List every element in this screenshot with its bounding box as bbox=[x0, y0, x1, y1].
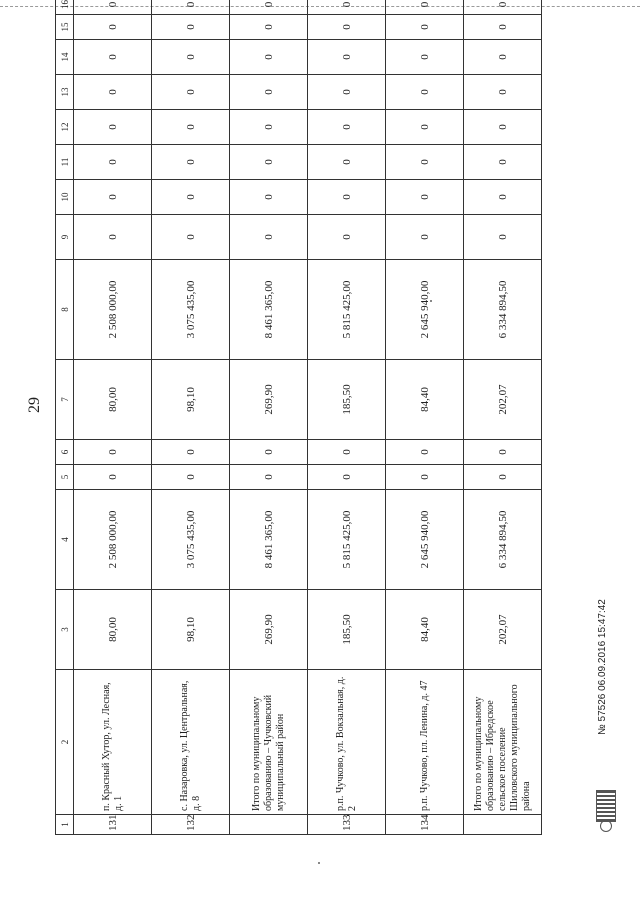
row-number bbox=[464, 815, 542, 835]
value-cell: 0 bbox=[386, 215, 464, 260]
value-cell: 0 bbox=[308, 215, 386, 260]
value-cell: 0 bbox=[152, 15, 230, 40]
scan-speck bbox=[318, 862, 320, 864]
value-cell: 0 bbox=[464, 465, 542, 490]
value-cell: 0 bbox=[464, 40, 542, 75]
value-cell: 5 815 425,00 bbox=[308, 490, 386, 590]
value-cell: 6 334 894,50 bbox=[464, 260, 542, 360]
value-cell: 0 bbox=[230, 75, 308, 110]
address-cell: п. Красный Хутор, ул. Лесная, д. 1 bbox=[74, 670, 152, 815]
value-cell: 6 334 894,50 bbox=[464, 490, 542, 590]
value-cell: 0 bbox=[230, 0, 308, 15]
col-header: 14 bbox=[56, 40, 74, 75]
registration-stamp-text: № 57526 06.09.2016 15:47:42 bbox=[597, 599, 608, 735]
value-cell: 0 bbox=[230, 40, 308, 75]
value-cell: 0 bbox=[464, 440, 542, 465]
value-cell: 3 075 435,00 bbox=[152, 490, 230, 590]
value-cell: 0 bbox=[386, 40, 464, 75]
col-header: 3 bbox=[56, 590, 74, 670]
value-cell: 269,90 bbox=[230, 590, 308, 670]
value-cell: 0 bbox=[152, 75, 230, 110]
value-cell: 0 bbox=[74, 0, 152, 15]
value-cell: 202,07 bbox=[464, 360, 542, 440]
col-header: 2 bbox=[56, 670, 74, 815]
value-cell: 0 bbox=[230, 145, 308, 180]
col-header: 15 bbox=[56, 15, 74, 40]
value-cell: 0 bbox=[152, 465, 230, 490]
table-row bbox=[230, 0, 308, 835]
value-cell: 0 bbox=[230, 180, 308, 215]
row-number: 131 bbox=[74, 815, 152, 835]
value-cell: 0 bbox=[308, 75, 386, 110]
value-cell: 0 bbox=[152, 215, 230, 260]
col-header: 10 bbox=[56, 180, 74, 215]
col-header: 11 bbox=[56, 145, 74, 180]
value-cell: 0 bbox=[464, 180, 542, 215]
value-cell: 84,40 bbox=[386, 590, 464, 670]
value-cell: 202,07 bbox=[464, 590, 542, 670]
value-cell: 0 bbox=[230, 215, 308, 260]
value-cell: 0 bbox=[308, 110, 386, 145]
value-cell: 0 bbox=[386, 15, 464, 40]
value-cell: 0 bbox=[308, 145, 386, 180]
col-header: 4 bbox=[56, 490, 74, 590]
value-cell: 0 bbox=[230, 440, 308, 465]
col-header: 5 bbox=[56, 465, 74, 490]
page-number: 29 bbox=[26, 397, 43, 413]
table-row bbox=[152, 0, 230, 835]
value-cell: 0 bbox=[74, 465, 152, 490]
value-cell: 0 bbox=[386, 440, 464, 465]
value-cell: 0 bbox=[386, 145, 464, 180]
value-cell: 269,90 bbox=[230, 360, 308, 440]
value-cell: 0 bbox=[230, 465, 308, 490]
value-cell: 0 bbox=[74, 15, 152, 40]
value-cell: 98,10 bbox=[152, 590, 230, 670]
value-cell: 0 bbox=[74, 440, 152, 465]
value-cell: 80,00 bbox=[74, 360, 152, 440]
col-header: 7 bbox=[56, 360, 74, 440]
value-cell: 2 508 000,00 bbox=[74, 260, 152, 360]
value-cell: 0 bbox=[464, 215, 542, 260]
value-cell: 80,00 bbox=[74, 590, 152, 670]
address-cell: Итого по муниципальному образованию – Чучковский муниципальный район bbox=[230, 670, 308, 815]
value-cell: 0 bbox=[386, 110, 464, 145]
value-cell: 0 bbox=[386, 0, 464, 15]
value-cell: 0 bbox=[464, 15, 542, 40]
row-number: 133 bbox=[308, 815, 386, 835]
value-cell: 8 461 365,00 bbox=[230, 260, 308, 360]
value-cell: 0 bbox=[152, 40, 230, 75]
value-cell: 0 bbox=[74, 110, 152, 145]
value-cell: 0 bbox=[74, 75, 152, 110]
value-cell: 0 bbox=[386, 75, 464, 110]
col-header: 16 bbox=[56, 0, 74, 15]
value-cell: 0 bbox=[152, 110, 230, 145]
value-cell: 185,50 bbox=[308, 590, 386, 670]
value-cell: 0 bbox=[230, 110, 308, 145]
col-header: 8 bbox=[56, 260, 74, 360]
value-cell: 0 bbox=[152, 145, 230, 180]
value-cell: 0 bbox=[386, 180, 464, 215]
data-table bbox=[55, 0, 542, 835]
value-cell: 0 bbox=[308, 0, 386, 15]
value-cell: 0 bbox=[308, 440, 386, 465]
value-cell: 0 bbox=[464, 145, 542, 180]
col-header: 6 bbox=[56, 440, 74, 465]
value-cell: 185,50 bbox=[308, 360, 386, 440]
row-number: 132 bbox=[152, 815, 230, 835]
value-cell: 0 bbox=[464, 110, 542, 145]
value-cell: 0 bbox=[308, 180, 386, 215]
table-row bbox=[464, 0, 542, 835]
row-number: 134 bbox=[386, 815, 464, 835]
value-cell: 2 508 000,00 bbox=[74, 490, 152, 590]
value-cell: 0 bbox=[464, 75, 542, 110]
registry-stamp-graphic bbox=[596, 790, 616, 822]
row-number bbox=[230, 815, 308, 835]
col-header: 12 bbox=[56, 110, 74, 145]
table-row bbox=[386, 0, 464, 835]
value-cell: 0 bbox=[308, 15, 386, 40]
value-cell: 0 bbox=[74, 40, 152, 75]
col-header: 1 bbox=[56, 815, 74, 835]
address-cell: с. Назаровка, ул. Центральная, д. 8 bbox=[152, 670, 230, 815]
table-row bbox=[74, 0, 152, 835]
stamp-emblem-icon bbox=[600, 820, 612, 832]
value-cell: 0 bbox=[464, 0, 542, 15]
value-cell: 0 bbox=[74, 215, 152, 260]
address-cell: Итого по муниципальному образованию – Ибредское сельское поселение Шиловского муниципального района bbox=[464, 670, 542, 815]
value-cell: 8 461 365,00 bbox=[230, 490, 308, 590]
header-row bbox=[56, 0, 74, 835]
value-cell: 0 bbox=[152, 440, 230, 465]
value-cell: 3 075 435,00 bbox=[152, 260, 230, 360]
value-cell: 84,40 bbox=[386, 360, 464, 440]
value-cell: 0 bbox=[74, 145, 152, 180]
table-row bbox=[308, 0, 386, 835]
value-cell: 0 bbox=[308, 40, 386, 75]
value-cell: 0 bbox=[386, 465, 464, 490]
col-header: 9 bbox=[56, 215, 74, 260]
value-cell: 98,10 bbox=[152, 360, 230, 440]
address-cell: р.п. Чучково, ул. Вокзальная, д. 2 bbox=[308, 670, 386, 815]
value-cell: 0 bbox=[152, 0, 230, 15]
col-header: 13 bbox=[56, 75, 74, 110]
value-cell: 5 815 425,00 bbox=[308, 260, 386, 360]
value-cell: 0 bbox=[74, 180, 152, 215]
value-cell: 0 bbox=[308, 465, 386, 490]
value-cell: 2 645 940,00 bbox=[386, 490, 464, 590]
address-cell: р.п. Чучково, пл. Ленина, д. 47 bbox=[386, 670, 464, 815]
value-cell: 2 645 940,00 bbox=[386, 260, 464, 360]
value-cell: 0 bbox=[152, 180, 230, 215]
rotated-sheet bbox=[55, 0, 585, 835]
value-cell: 0 bbox=[230, 15, 308, 40]
